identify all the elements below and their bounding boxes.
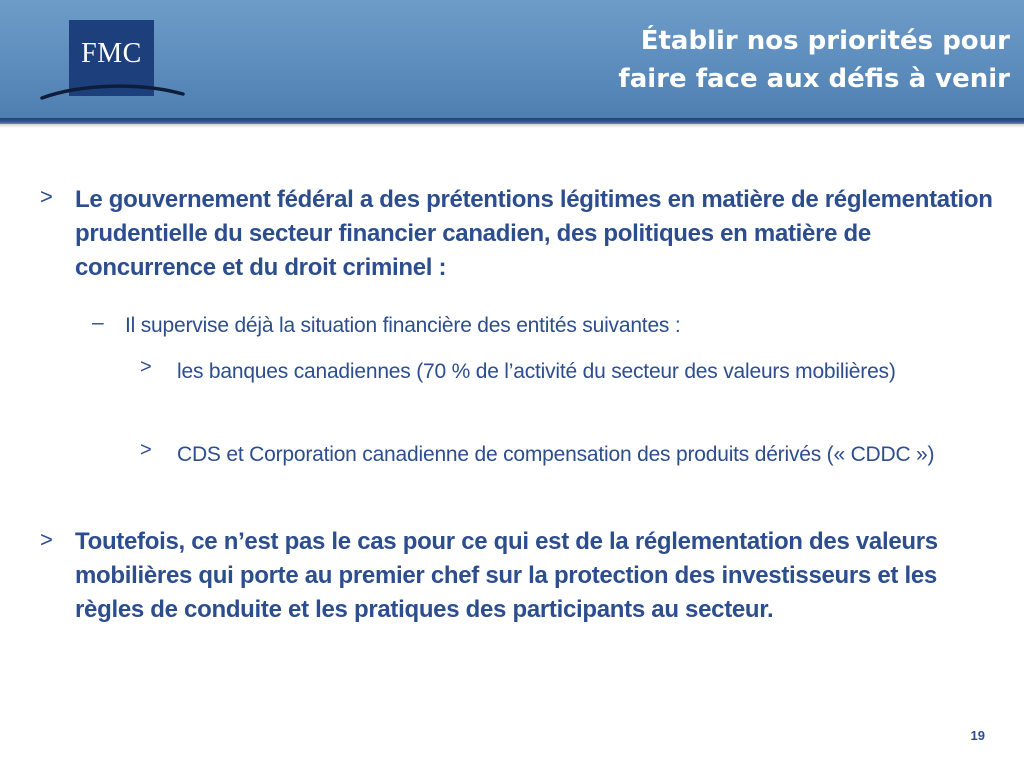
bullet-text: Toutefois, ce n’est pas le cas pour ce qui est de la réglementation des valeurs mobilières qui porte au premier chef sur la protection des investisseurs et les règles de conduite et les pratiques des participants au secteur.: [75, 528, 938, 623]
slide-title-line-2: faire face aux défis à venir: [618, 64, 1010, 94]
logo-text: FMC: [81, 38, 142, 69]
bullet-marker: >: [40, 184, 53, 209]
sub-sub-bullet-marker: >: [140, 356, 152, 378]
slide-title-line-1: Établir nos priorités pour: [640, 26, 1010, 56]
sub-sub-bullet-text: les banques canadiennes (70 % de l’activité du secteur des valeurs mobilières): [177, 360, 896, 383]
sub-bullet-text: Il supervise déjà la situation financière des entités suivantes :: [125, 314, 681, 337]
page-number: 19: [970, 728, 985, 743]
header-shadow: [0, 124, 1024, 128]
sub-bullet-marker: –: [92, 311, 104, 334]
slide-title: [390, 22, 1010, 98]
bullet-marker: >: [40, 527, 53, 552]
sub-sub-bullet-marker: >: [140, 439, 152, 461]
sub-sub-bullet-text: CDS et Corporation canadienne de compensation des produits dérivés (« CDDC »): [177, 443, 935, 466]
bullet-text: Le gouvernement fédéral a des prétentions légitimes en matière de réglementation prudentielle du secteur financier canadien, des politiques en matière de concurrence et du droit criminel :: [75, 186, 993, 281]
logo-swoosh-icon: [40, 78, 185, 104]
